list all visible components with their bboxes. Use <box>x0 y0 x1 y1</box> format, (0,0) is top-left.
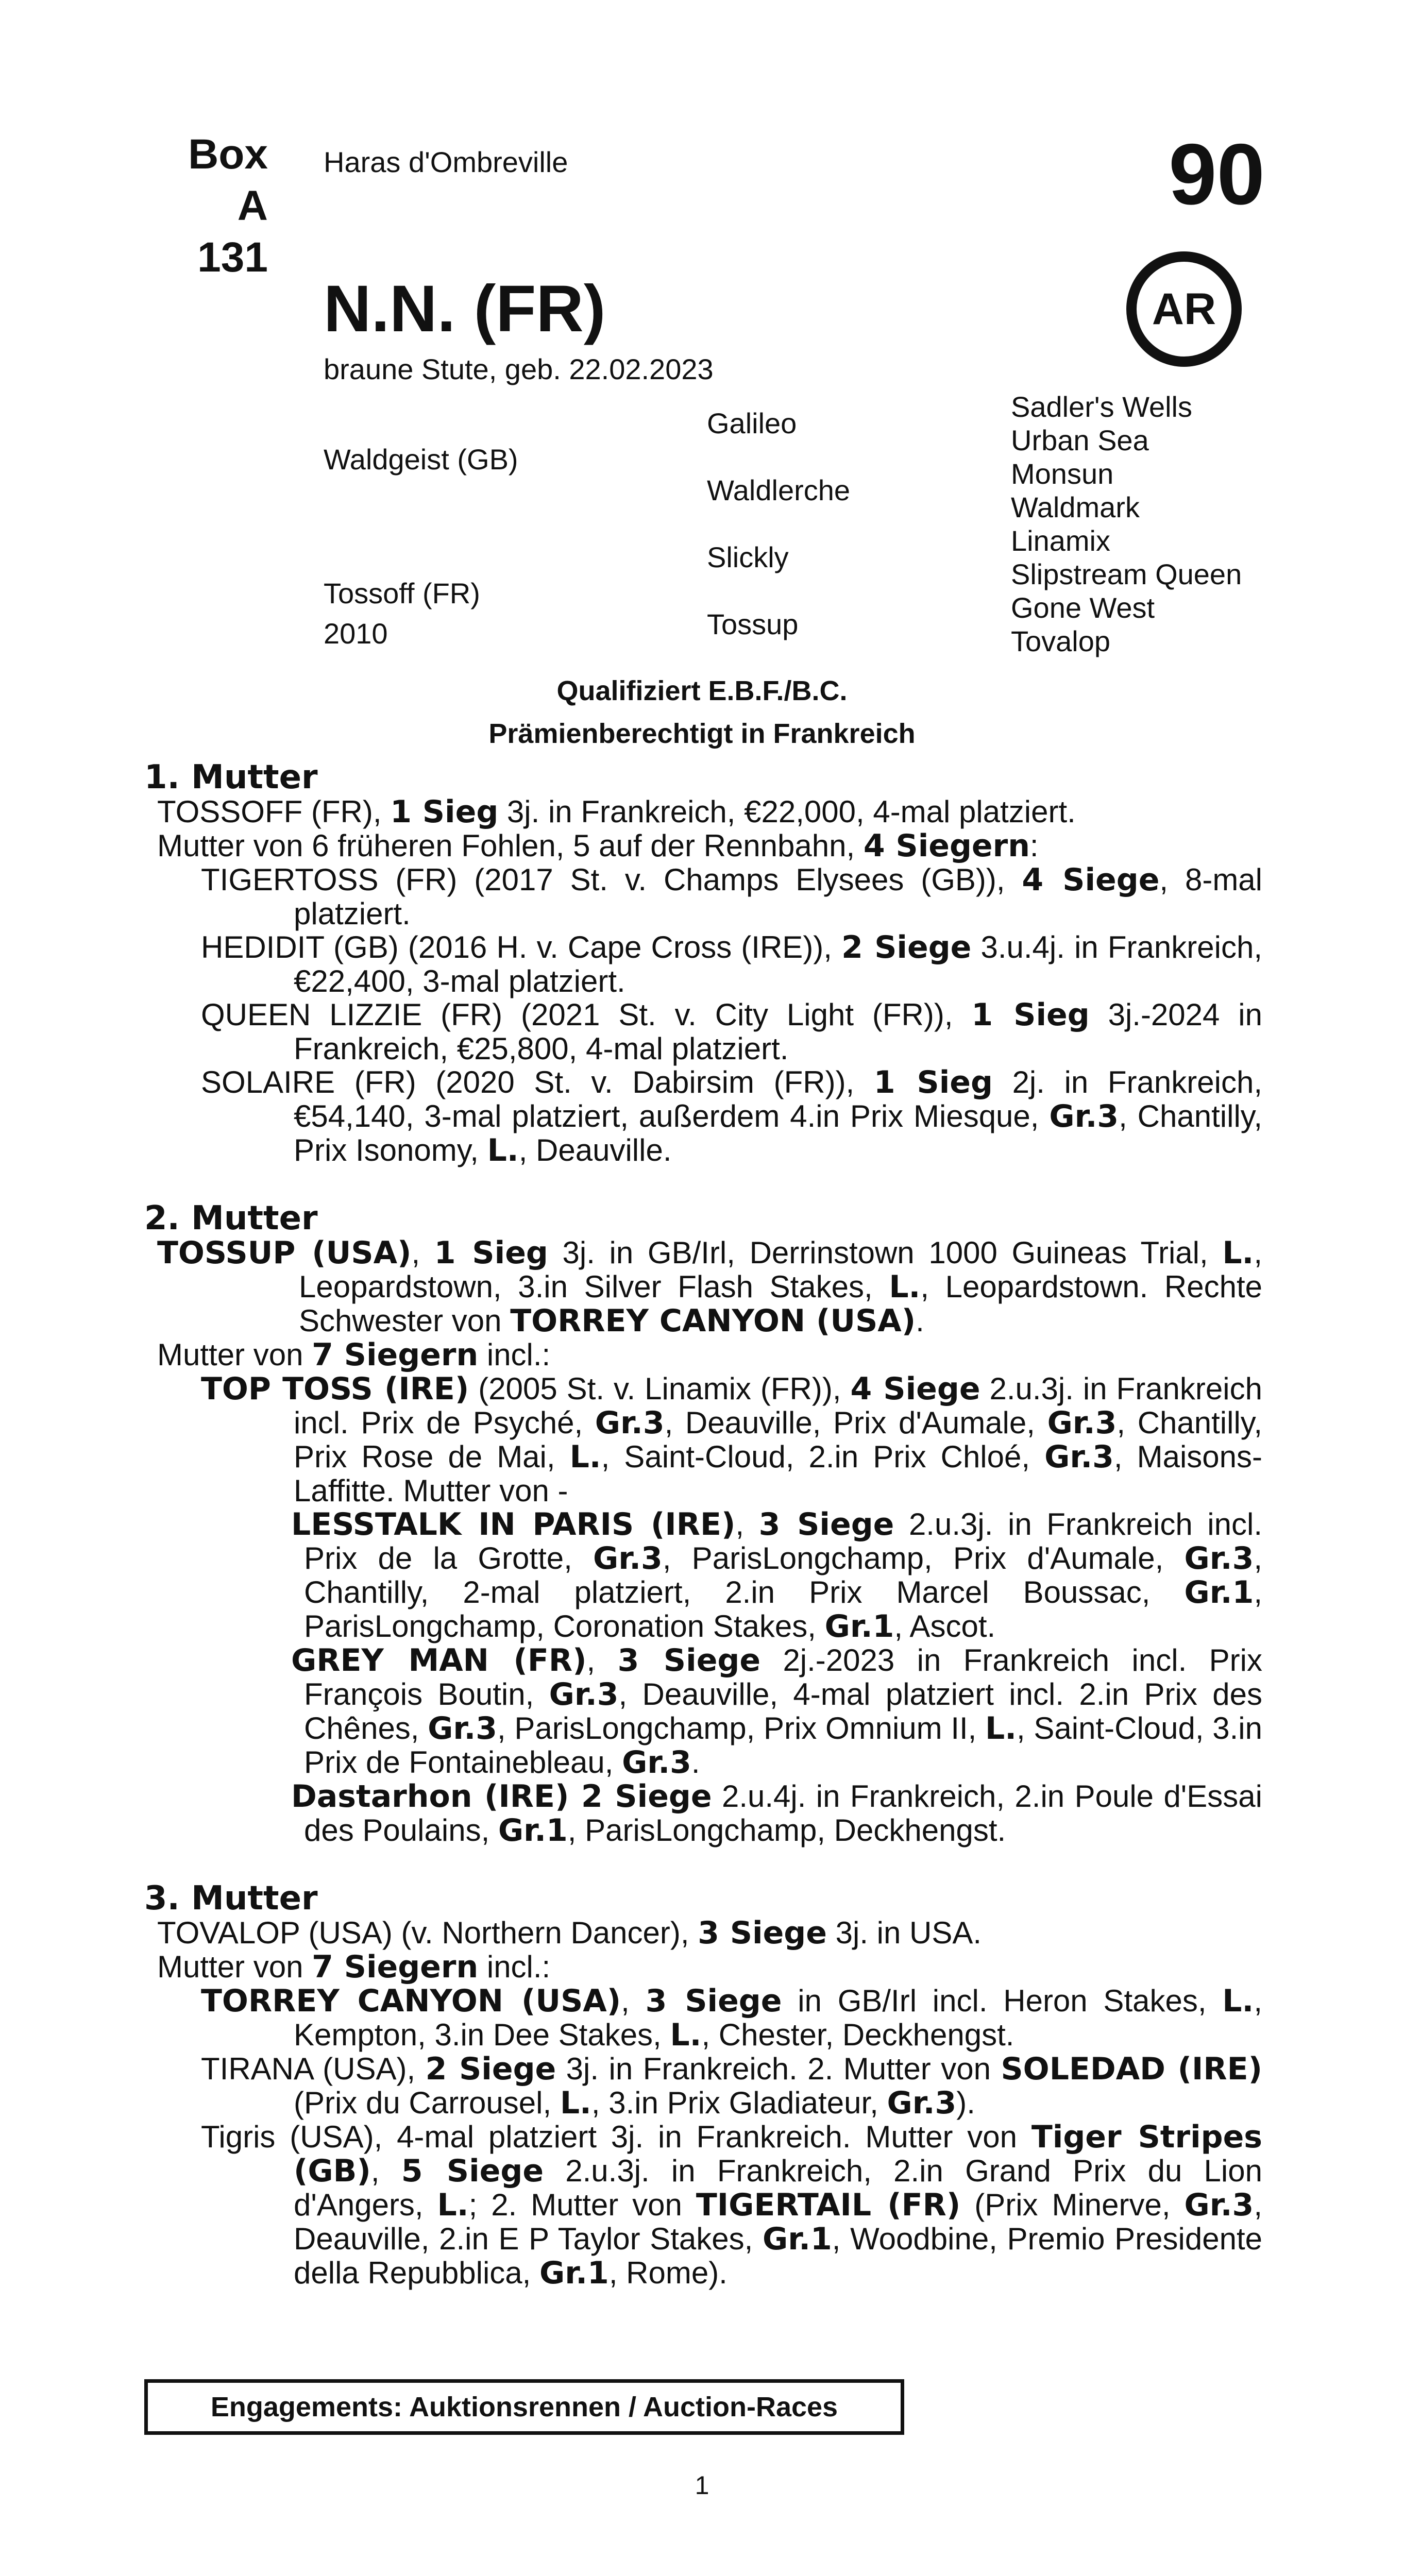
pedigree-gen3: Monsun <box>1011 457 1114 490</box>
lot-number: 90 <box>1169 126 1265 223</box>
produce-entry: GREY MAN (FR), 3 Siege 2j.-2023 in Frankreich incl. Prix François Boutin, Gr.3, Deauville, 4-mal platziert incl. 2.in Prix des Chênes, Gr.3, ParisLongchamp, Prix Omnium II, L., Saint-Cloud, 3.in Prix de Fontainebleau, Gr.3. <box>291 1642 1262 1781</box>
section-heading-2: 2. Mutter <box>144 1199 318 1238</box>
section-heading-1: 1. Mutter <box>144 758 318 796</box>
second-dam-record: TOSSUP (USA), 1 Sieg 3j. in GB/Irl, Derrinstown 1000 Guineas Trial, L., Leopardstown, 3.in Silver Flash Stakes, L., Leopardstown. Rechte Schwester von TORREY CANYON (USA). <box>157 1235 1263 1339</box>
breeder: Haras d'Ombreville <box>324 146 568 178</box>
ar-badge: AR <box>1126 251 1242 367</box>
pedigree-gen2: Slickly <box>707 541 789 573</box>
horse-name: N.N. (FR) <box>324 272 606 346</box>
third-dam-record: TOVALOP (USA) (v. Northern Dancer), 3 Siege 3j. in USA. <box>157 1915 982 1951</box>
pedigree-gen2: Galileo <box>707 407 797 439</box>
engagements-box: Engagements: Auktionsrennen / Auction-Races <box>144 2379 904 2435</box>
pedigree-sire: Waldgeist (GB) <box>324 443 518 476</box>
box-word: Box <box>188 131 268 178</box>
pedigree-gen3: Linamix <box>1011 524 1110 557</box>
pedigree-gen3: Waldmark <box>1011 491 1140 523</box>
pedigree-dam-year: 2010 <box>324 617 388 650</box>
box-label <box>175 129 268 283</box>
produce-entry: TIRANA (USA), 2 Siege 3j. in Frankreich. 2. Mutter von SOLEDAD (IRE) (Prix du Carrousel, L., 3.in Prix Gladiateur, Gr.3). <box>201 2051 1262 2121</box>
produce-entry: Tigris (USA), 4-mal platziert 3j. in Frankreich. Mutter von Tiger Stripes (GB), 5 Siege 2.u.3j. in Frankreich, 2.in Grand Prix du Lion d'Angers, L.; 2. Mutter von TIGERTAIL (FR) (Prix Minerve, Gr.3, Deauville, 2.in E P Taylor Stakes, Gr.1, Woodbine, Premio Presidente della Repubblica, Gr.1, Rome). <box>201 2119 1262 2291</box>
produce-entry: Dastarhon (IRE) 2 Siege 2.u.4j. in Frankreich, 2.in Poule d'Essai des Poulains, Gr.1, ParisLongchamp, Deckhengst. <box>291 1778 1262 1849</box>
dam-record: TOSSOFF (FR), 1 Sieg 3j. in Frankreich, €22,000, 4-mal platziert. <box>157 794 1076 830</box>
catalogue-body <box>144 760 1262 2290</box>
box-number: A 131 <box>197 182 268 281</box>
produce-entry: TOP TOSS (IRE) (2005 St. v. Linamix (FR)), 4 Siege 2.u.3j. in Frankreich incl. Prix de Psyché, Gr.3, Deauville, Prix d'Aumale, Gr.3, Chantilly, Prix Rose de Mai, L., Saint-Cloud, 2.in Prix Chloé, Gr.3, Maisons-Laffitte. Mutter von - <box>201 1371 1263 1508</box>
qualification-ebf: Qualifiziert E.B.F./B.C. <box>556 675 848 706</box>
third-dam-produce-summary: Mutter von 7 Siegern incl.: <box>157 1949 551 1985</box>
produce-entry: HEDIDIT (GB) (2016 H. v. Cape Cross (IRE)), 2 Siege 3.u.4j. in Frankreich, €22,400, 3-mal platziert. <box>201 929 1262 998</box>
pedigree-gen2: Waldlerche <box>707 474 851 506</box>
second-dam-produce-summary: Mutter von 7 Siegern incl.: <box>157 1337 551 1373</box>
horse-description: braune Stute, geb. 22.02.2023 <box>324 353 714 385</box>
dam-produce-summary: Mutter von 6 früheren Fohlen, 5 auf der Rennbahn, 4 Siegern: <box>157 828 1039 864</box>
pedigree-gen3: Sadler's Wells <box>1011 391 1192 423</box>
pedigree-gen3: Urban Sea <box>1011 424 1149 456</box>
section-heading-3: 3. Mutter <box>144 1879 318 1918</box>
produce-entry: TIGERTOSS (FR) (2017 St. v. Champs Elysees (GB)), 4 Siege, 8-mal platziert. <box>201 862 1262 931</box>
produce-entry: SOLAIRE (FR) (2020 St. v. Dabirsim (FR)), 1 Sieg 2j. in Frankreich, €54,140, 3-mal platziert, außerdem 4.in Prix Miesque, Gr.3, Chantilly, Prix Isonomy, L., Deauville. <box>201 1064 1263 1168</box>
pedigree-gen2: Tossup <box>707 608 799 640</box>
page-number: 1 <box>695 2471 709 2500</box>
produce-entry: QUEEN LIZZIE (FR) (2021 St. v. City Light (FR)), 1 Sieg 3j.-2024 in Frankreich, €25,800, 4-mal platziert. <box>201 997 1262 1066</box>
pedigree-gen3: Gone West <box>1011 591 1155 624</box>
pedigree-dam: Tossoff (FR) <box>324 577 480 609</box>
produce-entry: LESSTALK IN PARIS (IRE), 3 Siege 2.u.3j. in Frankreich incl. Prix de la Grotte, Gr.3, ParisLongchamp, Prix d'Aumale, Gr.3, Chantilly, 2-mal platziert, 2.in Prix Marcel Boussac, Gr.1, ParisLongchamp, Coronation Stakes, Gr.1, Ascot. <box>291 1506 1262 1645</box>
qualification-premium: Prämienberechtigt in Frankreich <box>488 718 916 749</box>
produce-entry: TORREY CANYON (USA), 3 Siege in GB/Irl incl. Heron Stakes, L., Kempton, 3.in Dee Stakes, L., Chester, Deckhengst. <box>201 1983 1262 2053</box>
pedigree-gen3: Tovalop <box>1011 625 1111 657</box>
pedigree-gen3: Slipstream Queen <box>1011 558 1242 590</box>
